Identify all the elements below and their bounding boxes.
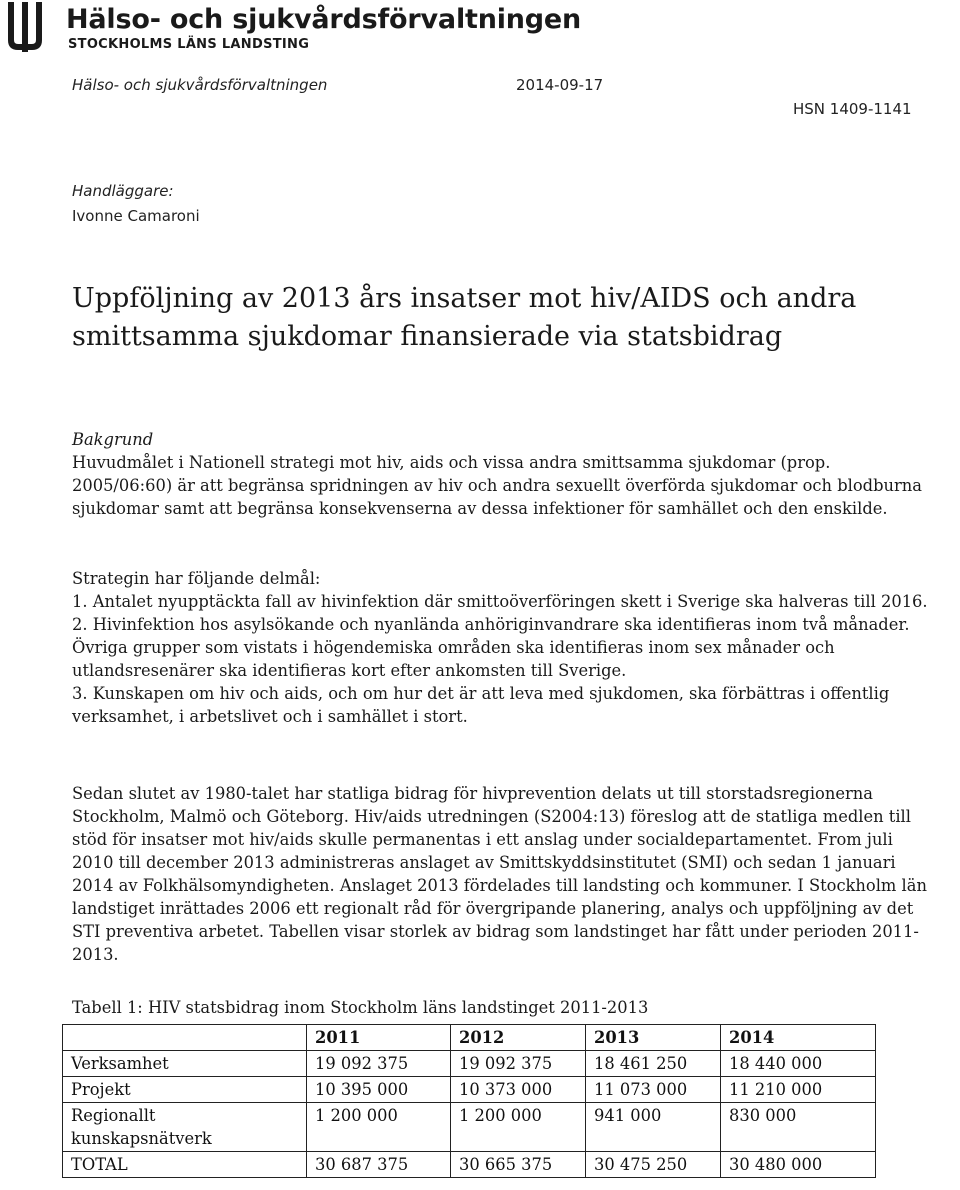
goal-1: 1. Antalet nyupptäckta fall av hivinfektion där smittoöverföringen skett i Sverige ska halveras till 2016. bbox=[72, 592, 928, 611]
goals-heading: Strategin har följande delmål: bbox=[72, 569, 321, 588]
table-row bbox=[63, 1103, 876, 1152]
table-cell: 1 200 000 bbox=[307, 1103, 451, 1152]
table-cell: 18 440 000 bbox=[721, 1051, 876, 1077]
table-cell: 30 480 000 bbox=[721, 1152, 876, 1178]
history-paragraph: Sedan slutet av 1980-talet har statliga bidrag för hivprevention delats ut till storstadsregionerna Stockholm, Malmö och Göteborg. Hiv/aids utredningen (S2004:13) föreslog att de statliga medlen till stöd för insatser mot hiv/aids skulle permanentas i ett anslag under socialdepartamentet. From juli 2010 till december 2013 administreras anslaget av Smittskyddsinstitutet (SMI) och sedan 1 januari 2014 av Folkhälsomyndigheten. Anslaget 2013 fördelades till landsting och kommuner. I Stockholm län landstiget inrättades 2006 ett regionalt råd för övergripande planering, analys och uppföljning av det STI preventiva arbetet. Tabellen visar storlek av bidrag som landstinget har fått under perioden 2011-2013. bbox=[72, 784, 927, 964]
table-row bbox=[63, 1077, 876, 1103]
table-header-cell: 2014 bbox=[721, 1025, 876, 1051]
table-cell: 941 000 bbox=[586, 1103, 721, 1152]
handler-label: Handläggare: bbox=[72, 182, 174, 200]
table-header-row bbox=[63, 1025, 876, 1051]
table-cell: 18 461 250 bbox=[586, 1051, 721, 1077]
document-title: Uppföljning av 2013 års insatser mot hiv/AIDS och andra smittsamma sjukdomar finansierade via statsbidrag bbox=[72, 283, 857, 352]
table-cell: 10 373 000 bbox=[451, 1077, 586, 1103]
background-intro: Huvudmålet i Nationell strategi mot hiv, aids och vissa andra smittsamma sjukdomar (prop. 2005/06:60) är att begränsa spridningen av hiv och andra sexuellt överförda sjukdomar och blodburna sjukdomar samt att begränsa konsekvenserna av dessa infektioner för samhället och den enskilde. bbox=[72, 453, 922, 518]
goal-3: 3. Kunskapen om hiv och aids, och om hur det är att leva med sjukdomen, ska förbättras i offentlig verksamhet, i arbetslivet och i samhället i stort. bbox=[72, 684, 890, 726]
landsting-logo-icon bbox=[4, 2, 54, 52]
background-heading: Bakgrund bbox=[72, 430, 154, 449]
table-cell: 19 092 375 bbox=[451, 1051, 586, 1077]
reference-number: HSN 1409-1141 bbox=[793, 100, 912, 118]
table-cell: 30 475 250 bbox=[586, 1152, 721, 1178]
table-header-cell: 2013 bbox=[586, 1025, 721, 1051]
table-cell: 19 092 375 bbox=[307, 1051, 451, 1077]
table-cell: 30 665 375 bbox=[451, 1152, 586, 1178]
table-caption: Tabell 1: HIV statsbidrag inom Stockholm läns landstinget 2011-2013 bbox=[72, 998, 649, 1017]
table-cell: TOTAL bbox=[63, 1152, 307, 1178]
org-subtitle: STOCKHOLMS LÄNS LANDSTING bbox=[68, 37, 310, 52]
table-cell: Projekt bbox=[63, 1077, 307, 1103]
department-name: Hälso- och sjukvårdsförvaltningen bbox=[72, 76, 328, 94]
goal-2: 2. Hivinfektion hos asylsökande och nyanlända anhöriginvandrare ska identifieras inom två månader. Övriga grupper som vistats i högendemiska områden ska identifieras inom sex månader och utlandsresenärer ska identifieras kort efter ankomsten till Sverige. bbox=[72, 615, 910, 680]
table-row bbox=[63, 1051, 876, 1077]
table-header-cell bbox=[63, 1025, 307, 1051]
grant-table bbox=[62, 1024, 876, 1178]
table-cell: Regionallt kunskapsnätverk bbox=[63, 1103, 307, 1152]
table-cell: 30 687 375 bbox=[307, 1152, 451, 1178]
handler-name: Ivonne Camaroni bbox=[72, 207, 200, 225]
goals-section bbox=[72, 567, 932, 728]
background-section bbox=[72, 428, 932, 520]
table-cell: 1 200 000 bbox=[451, 1103, 586, 1152]
table-header-cell: 2011 bbox=[307, 1025, 451, 1051]
org-name: Hälso- och sjukvårdsförvaltningen bbox=[66, 4, 582, 35]
table-cell: 11 210 000 bbox=[721, 1077, 876, 1103]
table-cell: 11 073 000 bbox=[586, 1077, 721, 1103]
document-date: 2014-09-17 bbox=[516, 76, 604, 94]
table-header-cell: 2012 bbox=[451, 1025, 586, 1051]
table-cell: 10 395 000 bbox=[307, 1077, 451, 1103]
table-cell: Verksamhet bbox=[63, 1051, 307, 1077]
table-row bbox=[63, 1152, 876, 1178]
table-cell: 830 000 bbox=[721, 1103, 876, 1152]
